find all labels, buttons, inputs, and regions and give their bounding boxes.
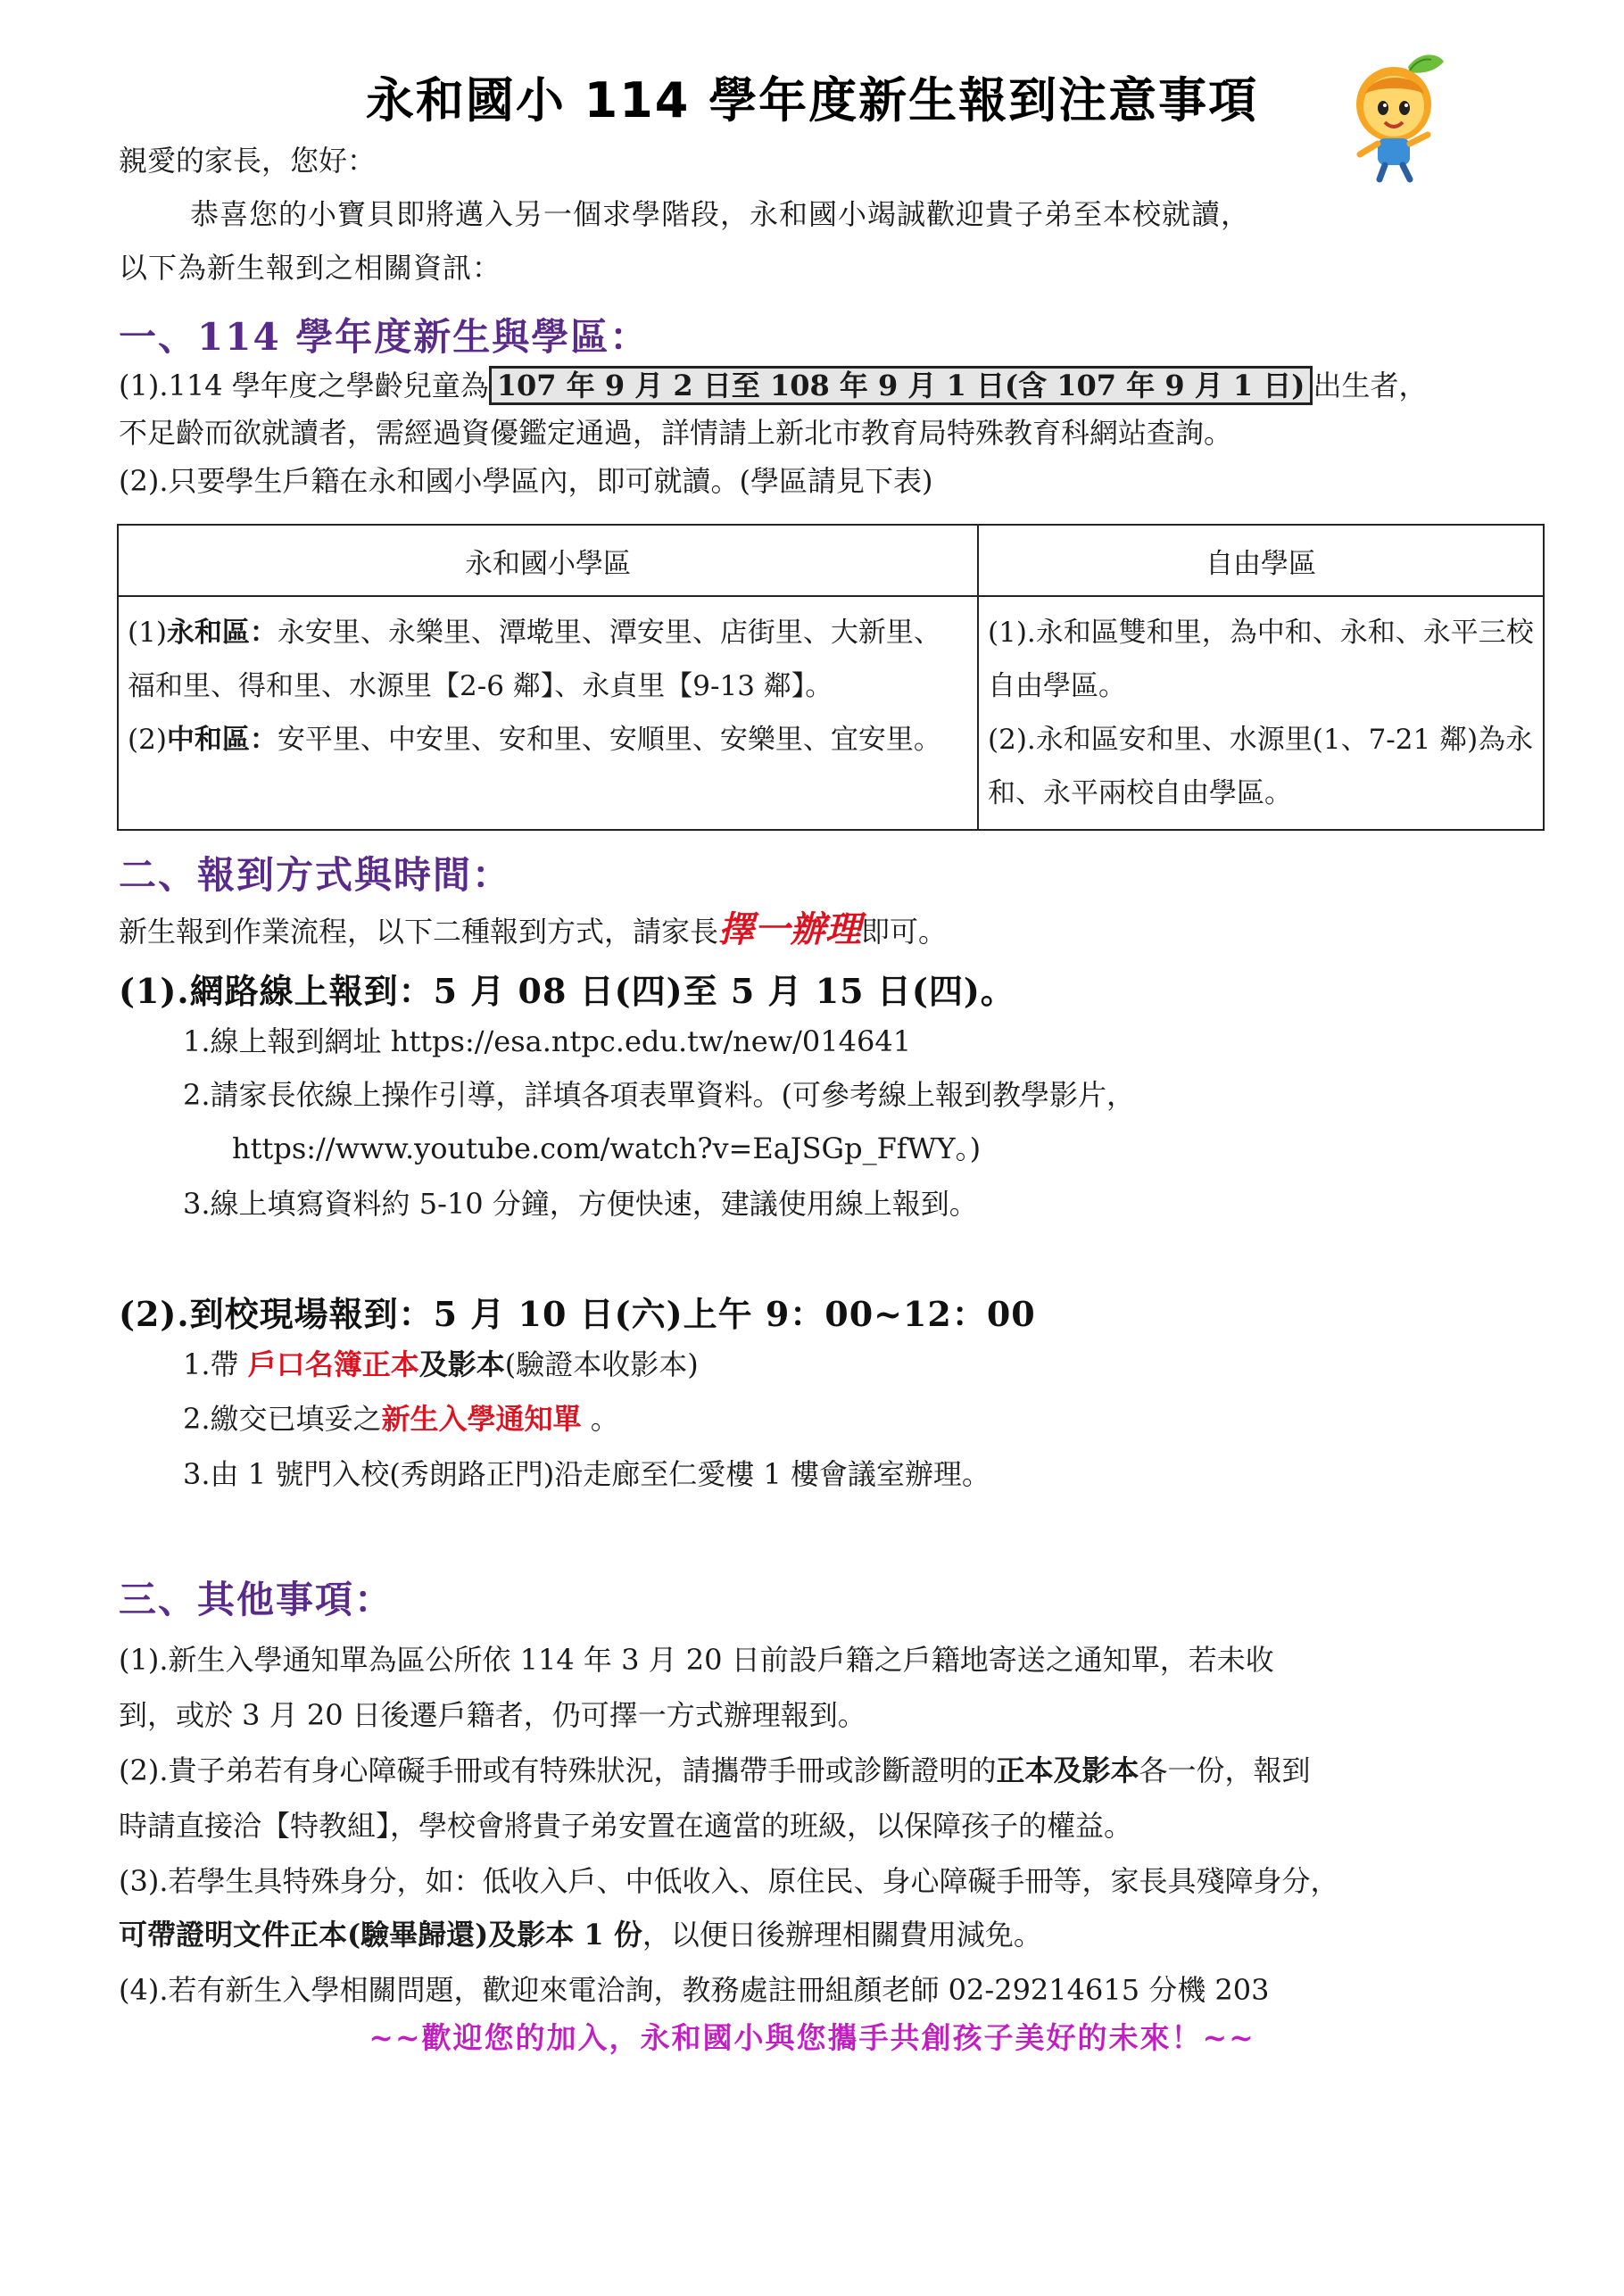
section3-item2-line2: 時請直接洽【特教組】，學校會將貴子弟安置在適當的班級，以保障孩子的權益。 <box>119 1809 1133 1843</box>
col-header-free-district: 自由學區 <box>978 525 1544 596</box>
yonghe-district-entry-1 <box>128 606 968 713</box>
section1-heading: 一、114 學年度新生與學區： <box>119 315 650 359</box>
intro-line-1: 恭喜您的小寶貝即將邁入另一個求學階段，永和國小竭誠歡迎貴子弟至本校就讀， <box>190 197 1251 231</box>
welcome-footer: ~~歡迎您的加入，永和國小與您攜手共創孩子美好的未來！~~ <box>369 2020 1255 2055</box>
school-district-table <box>117 524 1545 831</box>
onsite-registration-heading: (2).到校現場報到：5 月 10 日(六)上午 9：00~12：00 <box>119 1294 1036 1334</box>
col-header-yonghe-district: 永和國小學區 <box>118 525 978 596</box>
step-suffix: (驗證本收影本) <box>504 1347 699 1381</box>
free-district-cell <box>978 596 1544 830</box>
section1-item1-prefix: (1).114 學年度之學齡兒童為 <box>119 369 489 402</box>
section3-item1-line2: 到，或於 3 月 20 日後遷戶籍者，仍可擇一方式辦理報到。 <box>119 1698 866 1732</box>
online-step-1: 1.線上報到網址 https://esa.ntpc.edu.tw/new/014641 <box>183 1024 912 1058</box>
section2-intro <box>119 910 947 951</box>
online-step-2: 2.請家長依線上操作引導，詳填各項表單資料。(可參考線上報到教學影片， <box>183 1078 1136 1112</box>
onsite-step-2 <box>183 1399 619 1438</box>
step-suffix: 。 <box>581 1402 619 1436</box>
tutorial-video-url: https://www.youtube.com/watch?v=EaJSGp_FfWY。) <box>232 1131 982 1165</box>
birthdate-range-highlight: 107 年 9 月 2 日至 108 年 9 月 1 日(含 107 年 9 月 1 日) <box>489 366 1313 405</box>
section1-item1-line2: 不足齡而欲就讀者，需經過資優鑑定通過，詳情請上新北市教育局特殊教育科網站查詢。 <box>119 416 1233 450</box>
yonghe-district-cell <box>118 596 978 830</box>
certificate-emphasis: 可帶證明文件正本(驗畢歸還)及影本 1 份 <box>119 1918 642 1952</box>
choose-one-emphasis: 擇一辦理 <box>718 908 862 950</box>
section2-intro-suffix: 即可。 <box>861 915 948 949</box>
district-name: 中和區： <box>166 724 278 756</box>
item-suffix: 各一份，報到 <box>1139 1753 1311 1787</box>
entry-label: (2) <box>128 724 167 756</box>
onsite-step-1 <box>183 1345 699 1384</box>
village-list: 永安里、永樂里、潭墘里、潭安里、店街里、大新里、福和里、得和里、水源里【2-6 鄰】、永貞里【9-13 鄰】。 <box>128 617 941 702</box>
item-suffix: ，以便日後辦理相關費用減免。 <box>642 1918 1042 1952</box>
household-register-original: 戶口名簿正本 <box>247 1347 419 1381</box>
table-row <box>118 596 1544 830</box>
section3-item2-line1 <box>119 1751 1311 1790</box>
section2-intro-prefix: 新生報到作業流程，以下二種報到方式，請家長 <box>119 915 719 949</box>
section1-item1 <box>119 366 1427 405</box>
school-mascot-icon <box>1338 49 1450 183</box>
table-header-row <box>118 525 1544 596</box>
step-prefix: 2.繳交已填妥之 <box>183 1402 382 1436</box>
village-list: 安平里、中安里、安和里、安順里、安樂里、宜安里。 <box>277 724 941 756</box>
section3-item1-line1: (1).新生入學通知單為區公所依 114 年 3 月 20 日前設戶籍之戶籍地寄送之通知單，若未收 <box>119 1643 1274 1677</box>
intro-line-2: 以下為新生報到之相關資訊： <box>119 251 502 285</box>
entry-label: (1) <box>128 617 167 649</box>
section3-heading: 三、其他事項： <box>119 1578 394 1621</box>
free-district-entry-2: (2).永和區安和里、水源里(1、7-21 鄰)為永和、永平兩校自由學區。 <box>988 724 1534 809</box>
district-name: 永和區： <box>166 617 278 649</box>
free-district-entry-1: (1).永和區雙和里，為中和、永和、永平三校自由學區。 <box>988 617 1534 702</box>
onsite-step-3: 3.由 1 號門入校(秀朗路正門)沿走廊至仁愛樓 1 樓會議室辦理。 <box>183 1457 990 1491</box>
step-prefix: 1.帶 <box>183 1347 248 1381</box>
greeting: 親愛的家長，您好： <box>119 144 377 178</box>
item-prefix: (2).貴子弟若有身心障礙手冊或有特殊狀況，請攜帶手冊或診斷證明的 <box>119 1753 997 1787</box>
page-title: 永和國小 114 學年度新生報到注意事項 <box>365 72 1259 128</box>
online-registration-heading: (1).網路線上報到：5 月 08 日(四)至 5 月 15 日(四)。 <box>119 971 1015 1011</box>
section1-item1-suffix: 出生者， <box>1313 369 1428 402</box>
section2-heading: 二、報到方式與時間： <box>119 853 512 897</box>
online-step-3: 3.線上填寫資料約 5-10 分鐘，方便快速，建議使用線上報到。 <box>183 1187 978 1221</box>
admission-notice-emphasis: 新生入學通知單 <box>381 1402 582 1436</box>
original-and-copy-emphasis: 正本及影本 <box>996 1753 1139 1787</box>
section3-item4-contact: (4).若有新生入學相關問題，歡迎來電洽詢，教務處註冊組顏老師 02-29214615 分機 203 <box>119 1973 1270 2007</box>
section1-item2: (2).只要學生戶籍在永和國小學區內，即可就讀。(學區請見下表) <box>119 464 933 498</box>
yonghe-district-entry-2 <box>128 713 968 767</box>
copy-emphasis: 及影本 <box>418 1347 505 1381</box>
section3-item3-line2 <box>119 1915 1042 1954</box>
section3-item3-line1: (3).若學生具特殊身分，如：低收入戶、中低收入、原住民、身心障礙手冊等，家長具殘障身分， <box>119 1864 1339 1898</box>
